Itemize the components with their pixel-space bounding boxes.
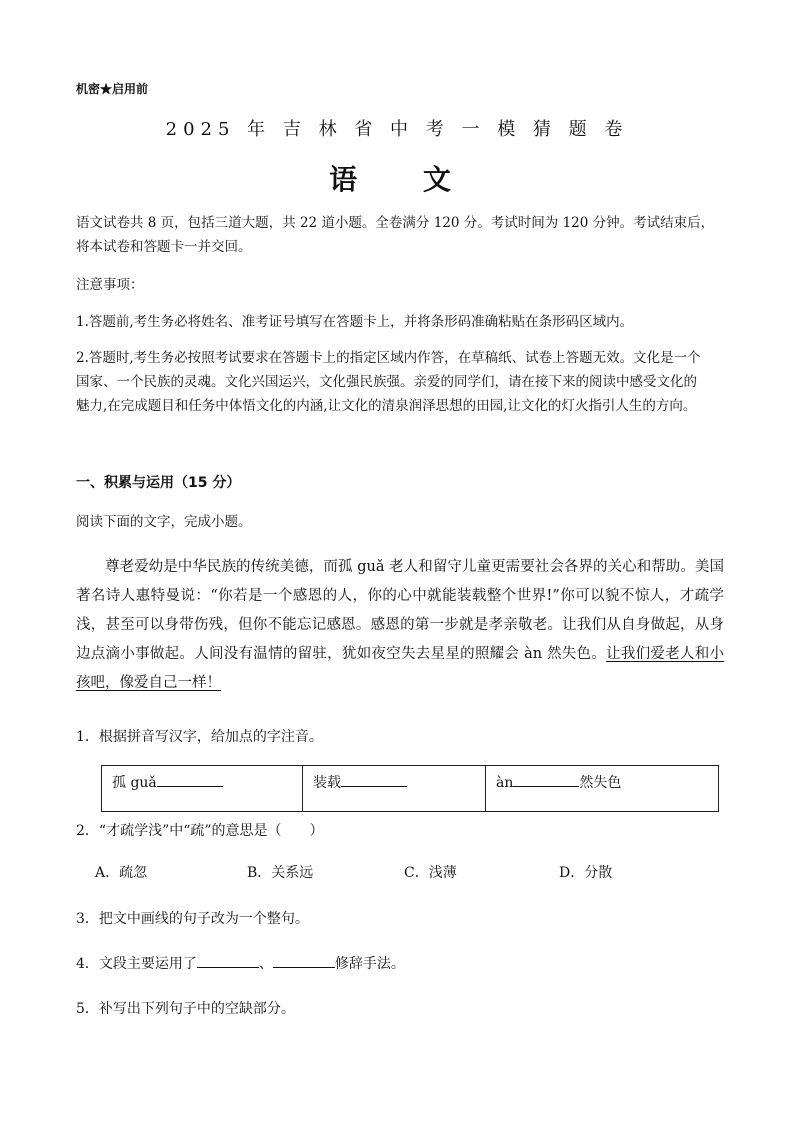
question-1: 1．根据拼音写汉字，给加点的字注音。 [76, 729, 323, 745]
note-item-2 [76, 346, 724, 418]
cell-3-suffix: 然失色 [579, 775, 622, 791]
question-3: 3．把文中画线的句子改为一个整句。 [76, 911, 309, 927]
pinyin-cell-3 [486, 766, 719, 812]
q4-text-a: 4．文段主要运用了 [76, 956, 197, 972]
intro-paragraph [76, 211, 724, 259]
answer-blank[interactable] [341, 772, 407, 787]
question-5: 5．补写出下列句子中的空缺部分。 [76, 1001, 295, 1017]
question-2: 2．“才疏学浅”中“疏”的意思是（ ） [76, 823, 324, 839]
subject-title: 语 文 [329, 163, 479, 196]
q4-text-c: 修辞手法。 [334, 956, 405, 972]
underlined-sentence: 让我们爱老人和小孩吧，像爱自己一样！ [76, 646, 724, 691]
answer-blank[interactable] [513, 772, 579, 787]
q4-separator: 、 [258, 956, 273, 972]
reading-passage [76, 553, 724, 698]
question-4 [76, 953, 405, 973]
option-d[interactable]: D．分散 [559, 865, 613, 881]
cell-3-text: àn [496, 775, 514, 791]
answer-blank[interactable] [197, 953, 259, 968]
answer-blank[interactable] [273, 953, 335, 968]
note-item-2-line-3: 魅力,在完成题目和任务中体悟文化的内涵,让文化的清泉润泽思想的田园,让文化的灯火指引人生的方向。 [76, 398, 697, 414]
section-title: 一、积累与运用（15 分） [76, 475, 241, 491]
option-b[interactable]: B．关系远 [247, 865, 314, 881]
cell-2-text: 装载 [313, 775, 341, 791]
exam-title: 2025 年 吉 林 省 中 考 一 模 猜 题 卷 [165, 119, 629, 140]
option-c[interactable]: C．浅薄 [404, 865, 457, 881]
note-item-2-line-1: 2.答题时,考生务必按照考试要求在答题卡上的指定区域内作答，在草稿纸、试卷上答题无效。文化是一个 [76, 350, 701, 366]
note-item-2-line-2: 国家、一个民族的灵魂。文化兴国运兴，文化强民族强。亲爱的同学们，请在接下来的阅读中感受文化的 [76, 374, 697, 390]
intro-line-1: 语文试卷共 8 页，包括三道大题，共 22 道小题。全卷满分 120 分。考试时间为 120 分钟。考试结束后， [76, 215, 715, 231]
intro-line-2: 将本试卷和答题卡一并交回。 [76, 239, 252, 255]
cell-1-text: 孤 guǎ [112, 775, 157, 791]
note-item-1: 1.答题前,考生务必将姓名、准考证号填写在答题卡上，并将条形码准确粘贴在条形码区域内。 [76, 314, 634, 330]
pinyin-cell-2 [303, 766, 486, 812]
passage-text: 尊老爱幼是中华民族的传统美德，而孤 guǎ 老人和留守儿童更需要社会各界的关心和帮助。美国著名诗人惠特曼说：“你若是一个感恩的人，你的心中就能装载整个世界!”你可以貌不惊人，才疏学浅，甚至可以身带伤残，但你不能忘记感恩。感恩的第一步就是孝亲敬老。让我们从自身做起，从身边点滴小事做起。人间没有温情的留驻，犹如夜空失去星星的照耀会 àn 然失色。 [76, 559, 724, 662]
option-a[interactable]: A．疏忽 [95, 865, 148, 881]
reading-instruction: 阅读下面的文字，完成小题。 [76, 514, 252, 530]
notes-heading: 注意事项： [76, 277, 144, 293]
pinyin-cell-1 [102, 766, 303, 812]
pinyin-table [101, 765, 719, 812]
confidential-mark: 机密★启用前 [76, 82, 149, 96]
answer-blank[interactable] [157, 772, 223, 787]
